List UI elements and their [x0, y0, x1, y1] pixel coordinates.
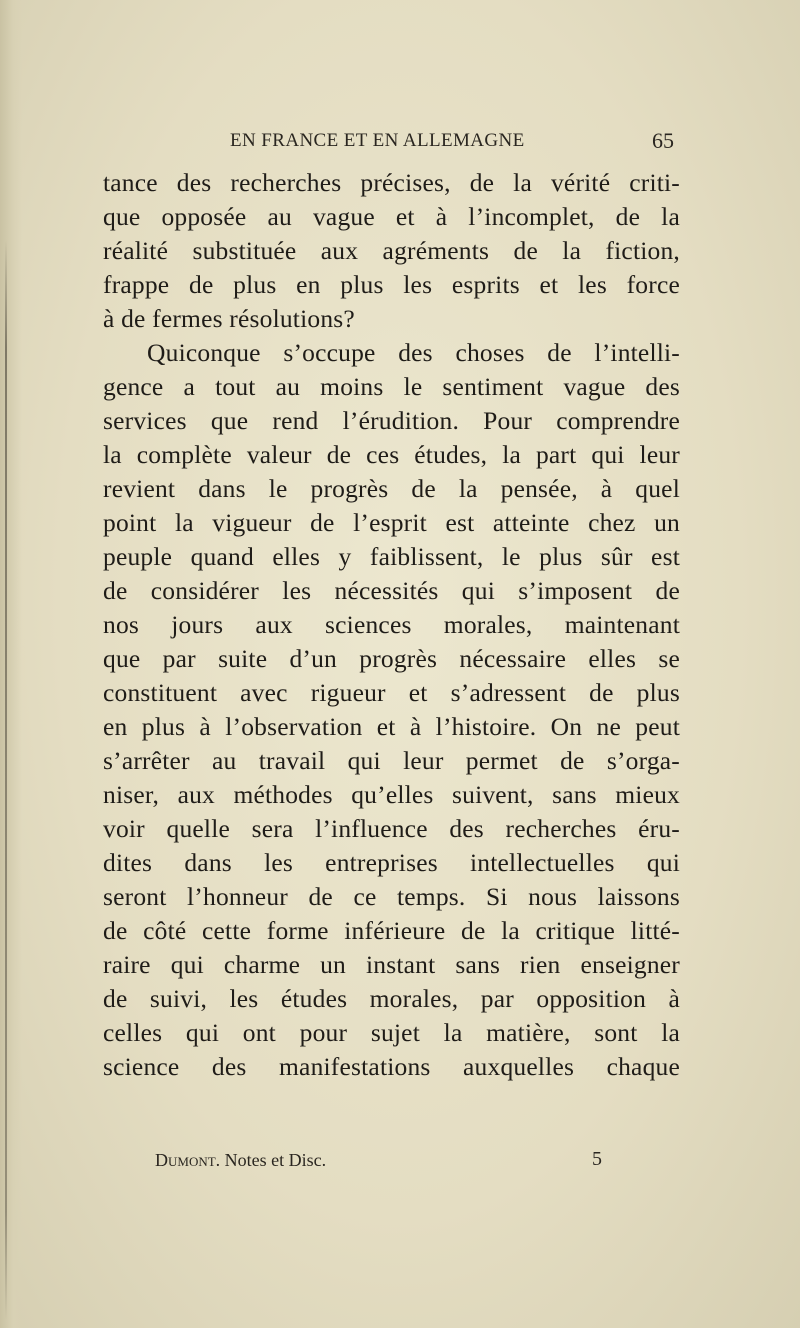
text-line: niser, aux méthodes qu’elles suivent, sans mieux [103, 780, 680, 809]
paragraph-2 [103, 336, 680, 1084]
signature-author: Dumont. [155, 1150, 221, 1170]
text-line: réalité substituée aux agréments de la fiction, [103, 236, 680, 265]
body-text [103, 166, 680, 1084]
footer [0, 1150, 800, 1180]
paragraph-1 [103, 166, 680, 336]
signature-mark [155, 1150, 326, 1171]
text-line: la complète valeur de ces études, la part qui leur [103, 440, 680, 469]
signature-title: Notes et Disc. [224, 1150, 327, 1170]
text-line: que opposée au vague et à l’incomplet, de la [103, 202, 680, 231]
running-head [0, 130, 800, 160]
text-line: tance des recherches précises, de la vérité criti- [103, 168, 680, 197]
text-line: s’arrêter au travail qui leur permet de s’orga- [103, 746, 680, 775]
text-line: de considérer les nécessités qui s’imposent de [103, 576, 680, 605]
text-line: services que rend l’érudition. Pour comprendre [103, 406, 680, 435]
text-line: à de fermes résolutions? [103, 304, 355, 333]
text-line: de côté cette forme inférieure de la critique litté- [103, 916, 680, 945]
text-line: voir quelle sera l’influence des recherches éru- [103, 814, 680, 843]
page-edge-shadow [0, 0, 22, 1328]
text-line: raire qui charme un instant sans rien enseigner [103, 950, 680, 979]
text-line: de suivi, les études morales, par opposition à [103, 984, 680, 1013]
text-line: nos jours aux sciences morales, maintenant [103, 610, 680, 639]
text-line: celles qui ont pour sujet la matière, sont la [103, 1018, 680, 1047]
text-line: gence a tout au moins le sentiment vague des [103, 372, 680, 401]
text-line: science des manifestations auxquelles chaque [103, 1052, 680, 1081]
signature-number: 5 [592, 1148, 602, 1170]
text-line: revient dans le progrès de la pensée, à quel [103, 474, 680, 503]
page-number: 65 [652, 128, 674, 153]
text-line: que par suite d’un progrès nécessaire elles se [103, 644, 680, 673]
text-line: dites dans les entreprises intellectuelles qui [103, 848, 680, 877]
text-line: peuple quand elles y faiblissent, le plus sûr est [103, 542, 680, 571]
text-line: frappe de plus en plus les esprits et les force [103, 270, 680, 299]
text-line: seront l’honneur de ce temps. Si nous laissons [103, 882, 680, 911]
running-title: EN FRANCE ET EN ALLEMAGNE [230, 130, 525, 151]
text-line: point la vigueur de l’esprit est atteinte chez un [103, 508, 680, 537]
text-line: en plus à l’observation et à l’histoire. On ne peut [103, 712, 680, 741]
text-line: Quiconque s’occupe des choses de l’intelli- [147, 338, 680, 367]
text-line: constituent avec rigueur et s’adressent de plus [103, 678, 680, 707]
